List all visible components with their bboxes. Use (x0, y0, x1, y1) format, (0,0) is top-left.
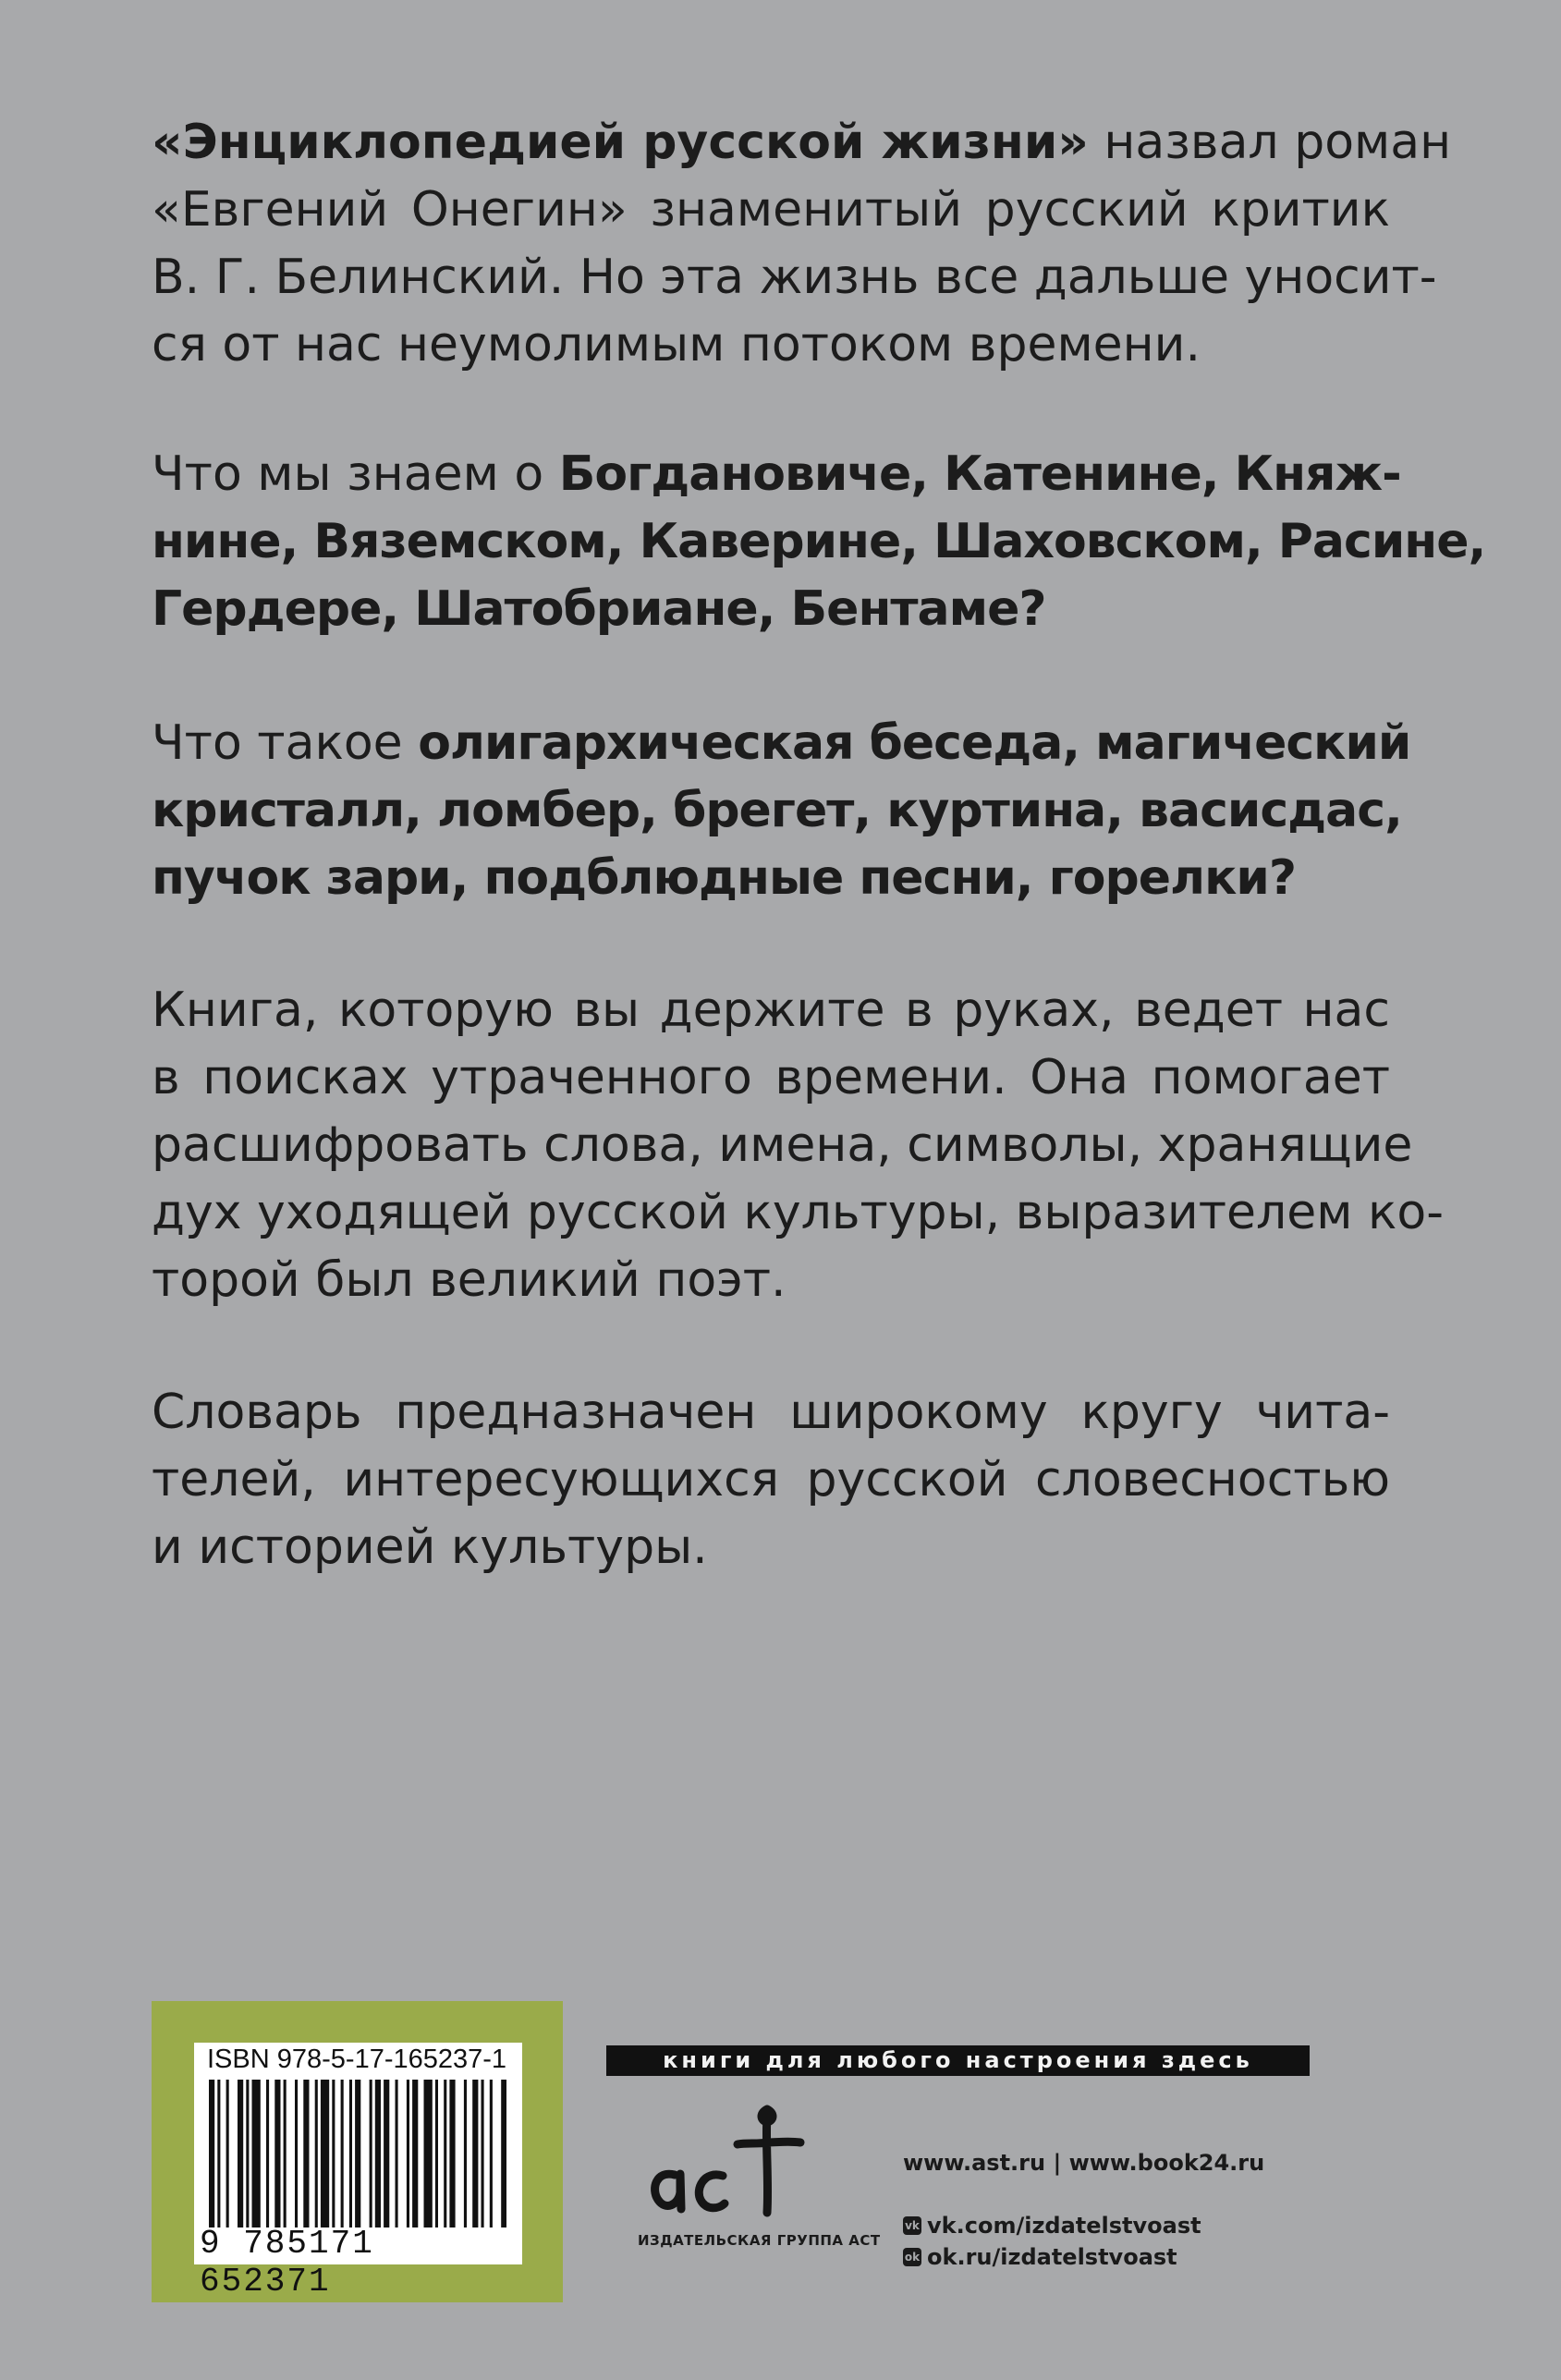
bold-quote: «Энциклопедией русской жизни» (152, 115, 1089, 170)
text-line: в поисках утраченного времени. Она помогает (152, 1050, 1390, 1105)
text-line: расшифровать слова, имена, символы, хранящие (152, 1117, 1413, 1173)
text-line (152, 710, 1411, 777)
highlight-span: олигархическая беседа, магический (418, 715, 1411, 771)
barcode-bar (464, 2080, 467, 2227)
barcode-icon (209, 2080, 506, 2227)
text-line: нине, Вяземском, Каверине, Шаховском, Расине, (152, 514, 1486, 569)
barcode-bar (375, 2080, 381, 2227)
text-span: Что мы знаем о (152, 446, 559, 502)
publisher-links (903, 2147, 1264, 2273)
text-span: Что такое (152, 715, 419, 771)
paragraph-terms (152, 710, 1411, 912)
barcode-bar (266, 2080, 269, 2227)
barcode-bar (384, 2080, 389, 2227)
barcode-bar (355, 2080, 360, 2227)
text-line: Словарь предназначен широкому кругу чита- (152, 1385, 1390, 1440)
barcode-bar (295, 2080, 298, 2227)
highlight-span: Богдановиче, Катенине, Княж- (558, 446, 1401, 502)
text-span: назвал роман (1088, 115, 1452, 170)
barcode-bar (370, 2080, 372, 2227)
publisher-tagline: книги для любого настроения здесь (606, 2045, 1310, 2076)
text-line: телей, интересующихся русской словесностью (152, 1452, 1390, 1507)
text-line (152, 109, 1452, 177)
paragraph-audience (152, 1379, 1390, 1581)
text-line: кристалл, ломбер, брегет, куртина, васисдас, (152, 783, 1402, 838)
text-line: дух уходящей русской культуры, выразителем ко- (152, 1185, 1444, 1240)
barcode-panel (194, 2043, 522, 2301)
barcode-bar (472, 2080, 478, 2227)
text-line: «Евгений Онегин» знаменитый русский критик (152, 182, 1390, 238)
barcode-bar (341, 2080, 344, 2227)
barcode-bar (501, 2080, 506, 2227)
text-line: Гердере, Шатобриане, Бентаме? (152, 581, 1046, 637)
barcode-bar (226, 2080, 229, 2227)
text-line: торой был великий поэт. (152, 1252, 787, 1308)
ok-icon: ok (903, 2248, 921, 2266)
barcode-bar (217, 2080, 220, 2227)
paragraph-belinsky (152, 109, 1452, 379)
publisher-caption: ИЗДАТЕЛЬСКАЯ ГРУППА АСТ (638, 2232, 881, 2249)
websites-link[interactable]: www.ast.ru | www.book24.ru (903, 2150, 1265, 2176)
vk-text: vk.com/izdatelstvoast (927, 2213, 1201, 2239)
barcode-bar (407, 2080, 409, 2227)
barcode-bar (490, 2080, 493, 2227)
text-line: В. Г. Белинский. Но эта жизнь все дальше уносит- (152, 250, 1437, 305)
text-line: пучок зари, подблюдные песни, горелки? (152, 850, 1296, 906)
barcode-bar (396, 2080, 398, 2227)
barcode-bar (246, 2080, 249, 2227)
barcode-bar (435, 2080, 438, 2227)
ast-logo-icon (638, 2096, 823, 2226)
barcode-bar (332, 2080, 335, 2227)
barcode-bar (209, 2080, 214, 2227)
barcode-bar (349, 2080, 352, 2227)
barcode-bar (284, 2080, 287, 2227)
barcode-bar (303, 2080, 309, 2227)
barcode-bar (482, 2080, 484, 2227)
vk-icon: vk (903, 2216, 921, 2235)
text-line: и историей культуры. (152, 1520, 708, 1575)
text-line (152, 441, 1401, 508)
paragraph-book (152, 977, 1444, 1314)
barcode-bar (449, 2080, 455, 2227)
isbn-frame (152, 2001, 563, 2302)
barcode-bar (321, 2080, 329, 2227)
barcode-bar (274, 2080, 280, 2227)
barcode-bar (238, 2080, 243, 2227)
barcode-bar (424, 2080, 433, 2227)
barcode-digits: 9 785171 652371 (200, 2225, 374, 2301)
barcode-bar (315, 2080, 318, 2227)
paragraph-names (152, 441, 1486, 643)
barcode-bar (412, 2080, 418, 2227)
text-line: ся от нас неумолимым потоком времени. (152, 317, 1201, 372)
barcode-bar (444, 2080, 446, 2227)
ok-link[interactable] (903, 2241, 1264, 2273)
barcode-bar (252, 2080, 261, 2227)
text-line: Книга, которую вы держите в руках, ведет нас (152, 983, 1390, 1038)
isbn-label: ISBN 978-5-17-165237-1 (207, 2044, 507, 2074)
vk-link[interactable] (903, 2210, 1264, 2241)
ok-text: ok.ru/izdatelstvoast (927, 2244, 1177, 2270)
